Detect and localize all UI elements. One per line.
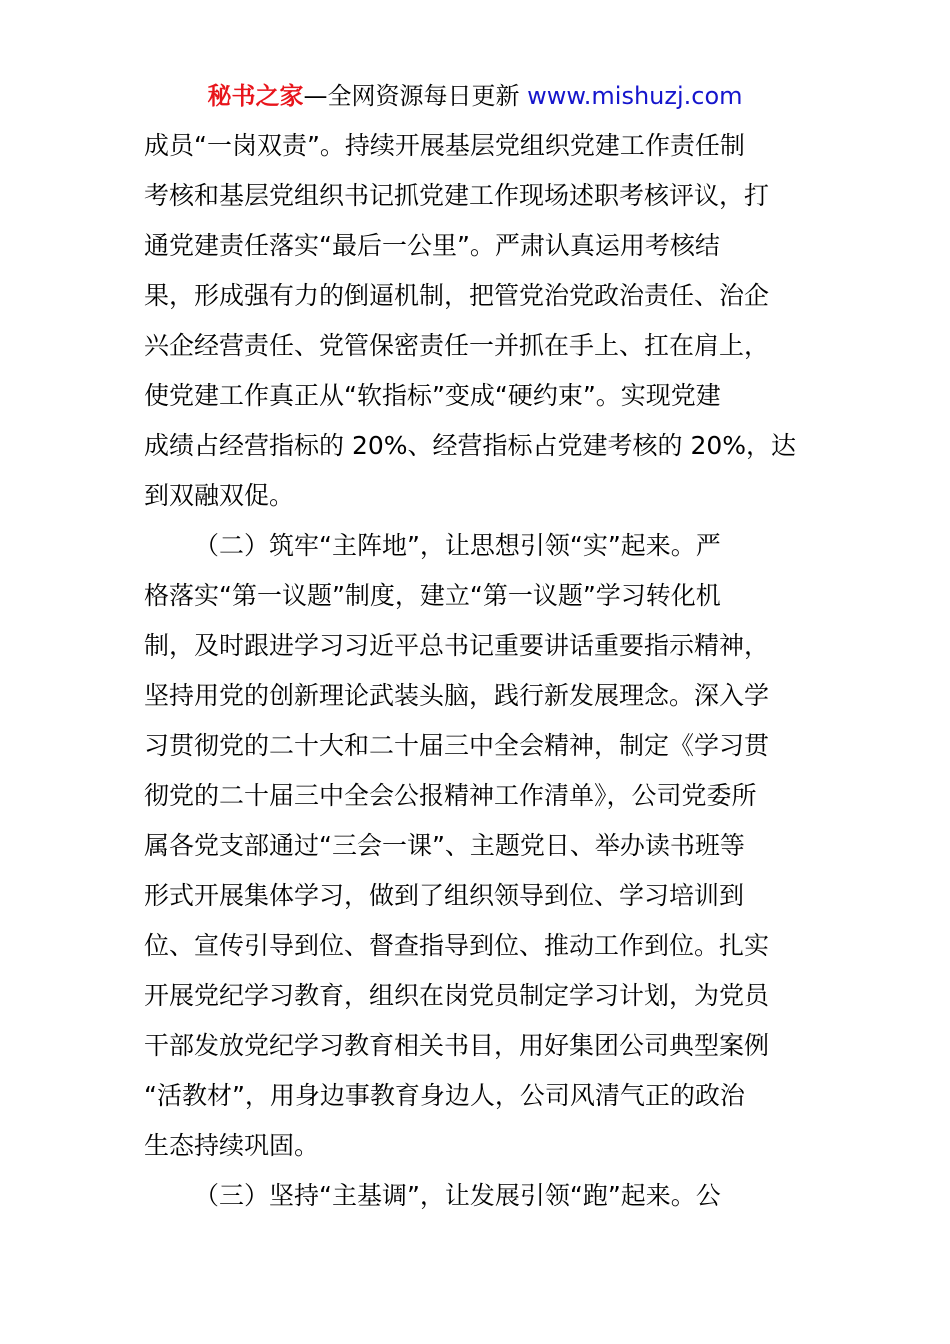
header-tagline: —全网资源每日更新	[303, 82, 528, 110]
site-url[interactable]: www.mishuzj.com	[527, 82, 743, 110]
text-line: 成绩占经营指标的 20%、经营指标占党建考核的 20%，达	[144, 431, 797, 460]
document-body	[144, 121, 808, 1221]
text-line: 考核和基层党组织书记抓党建工作现场述职考核评议，打	[144, 181, 770, 210]
brand-name: 秘书之家	[207, 82, 304, 110]
text-line: 格落实“第一议题”制度，建立“第一议题”学习转化机	[144, 581, 721, 610]
text-line: 彻党的二十届三中全会公报精神工作清单》，公司党委所	[144, 781, 757, 810]
text-line: 通党建责任落实“最后一公里”。严肃认真运用考核结	[144, 231, 720, 260]
text-line: 制，及时跟进学习习近平总书记重要讲话重要指示精神，	[144, 631, 770, 660]
text-line: “活教材”，用身边事教育身边人，公司风清气正的政治	[144, 1081, 745, 1110]
text-line: 到双融双促。	[144, 481, 295, 510]
text-line: 属各党支部通过“三会一课”、主题党日、举办读书班等	[144, 831, 745, 860]
text-line: 兴企经营责任、党管保密责任一并抓在手上、扛在肩上，	[144, 331, 770, 360]
text-line: 干部发放党纪学习教育相关书目，用好集团公司典型案例	[144, 1031, 770, 1060]
text-line: 生态持续巩固。	[144, 1131, 320, 1160]
section-heading-line: （三）坚持“主基调”，让发展引领“跑”起来。公	[194, 1181, 721, 1210]
site-header	[0, 78, 950, 114]
text-line: 果，形成强有力的倒逼机制，把管党治党政治责任、治企	[144, 281, 770, 310]
text-line: 坚持用党的创新理论武装头脑，践行新发展理念。深入学	[144, 681, 770, 710]
text-line: 成员“一岗双责”。持续开展基层党组织党建工作责任制	[144, 131, 745, 160]
section-heading-line: （二）筑牢“主阵地”，让思想引领“实”起来。严	[194, 531, 721, 560]
text-line: 使党建工作真正从“软指标”变成“硬约束”。实现党建	[144, 381, 721, 410]
text-line: 位、宣传引导到位、督查指导到位、推动工作到位。扎实	[144, 931, 770, 960]
text-line: 开展党纪学习教育，组织在岗党员制定学习计划，为党员	[144, 981, 770, 1010]
text-line: 习贯彻党的二十大和二十届三中全会精神，制定《学习贯	[144, 731, 770, 760]
text-line: 形式开展集体学习，做到了组织领导到位、学习培训到	[144, 881, 745, 910]
